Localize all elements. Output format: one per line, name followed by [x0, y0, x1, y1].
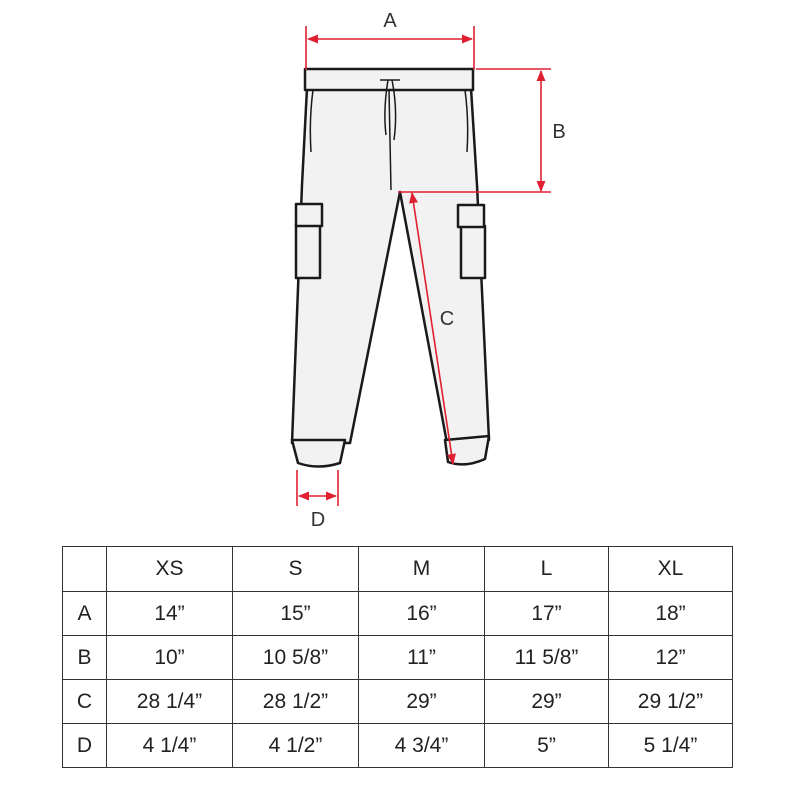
table-cell: 4 1/2”: [233, 724, 359, 768]
right-pocket-flap: [458, 205, 484, 227]
table-cell: 12”: [609, 636, 733, 680]
dimension-c-label: C: [439, 308, 455, 330]
size-header-row: [63, 547, 733, 592]
table-cell: 14”: [107, 592, 233, 636]
table-cell: 15”: [233, 592, 359, 636]
left-cuff: [292, 440, 345, 467]
size-header-l: L: [485, 547, 609, 592]
table-cell: 16”: [359, 592, 485, 636]
row-label: C: [63, 680, 107, 724]
dimension-a-label: A: [383, 10, 397, 32]
table-cell: 29 1/2”: [609, 680, 733, 724]
row-label: B: [63, 636, 107, 680]
size-header-xl: XL: [609, 547, 733, 592]
table-row: [63, 636, 733, 680]
table-cell: 29”: [485, 680, 609, 724]
size-chart-table: [62, 546, 733, 768]
left-pocket-flap: [296, 204, 322, 226]
table-row: [63, 592, 733, 636]
table-row: [63, 724, 733, 768]
right-cargo-pocket: [461, 226, 485, 278]
dimension-b-label: B: [552, 121, 566, 143]
left-cargo-pocket: [296, 224, 320, 278]
table-cell: 4 3/4”: [359, 724, 485, 768]
table-cell: 28 1/2”: [233, 680, 359, 724]
size-header-xs: XS: [107, 547, 233, 592]
table-cell: 4 1/4”: [107, 724, 233, 768]
table-cell: 11”: [359, 636, 485, 680]
dimension-d-label: D: [310, 509, 326, 530]
table-cell: 10”: [107, 636, 233, 680]
row-label: D: [63, 724, 107, 768]
size-header-m: M: [359, 547, 485, 592]
table-cell: 17”: [485, 592, 609, 636]
table-cell: 5”: [485, 724, 609, 768]
table-cell: 10 5/8”: [233, 636, 359, 680]
table-cell: 5 1/4”: [609, 724, 733, 768]
table-cell: 11 5/8”: [485, 636, 609, 680]
corner-cell: [63, 547, 107, 592]
table-row: [63, 680, 733, 724]
table-cell: 18”: [609, 592, 733, 636]
size-header-s: S: [233, 547, 359, 592]
table-cell: 29”: [359, 680, 485, 724]
row-label: A: [63, 592, 107, 636]
table-cell: 28 1/4”: [107, 680, 233, 724]
